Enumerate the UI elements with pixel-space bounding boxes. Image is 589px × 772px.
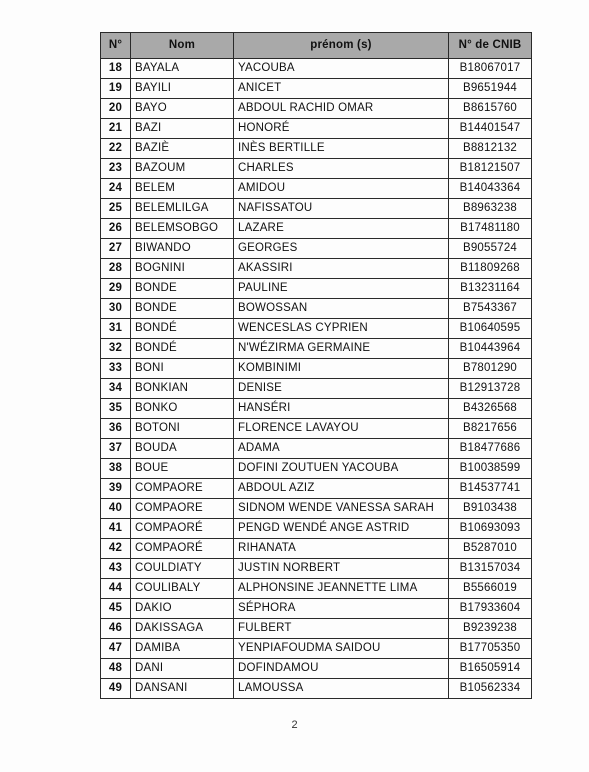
first-names-cell: KOMBINIMI bbox=[234, 359, 449, 379]
row-number-cell: 25 bbox=[101, 199, 131, 219]
first-names-cell: RIHANATA bbox=[234, 539, 449, 559]
table-row bbox=[101, 119, 532, 139]
row-number-cell: 45 bbox=[101, 599, 131, 619]
last-name-cell: BIWANDO bbox=[131, 239, 234, 259]
cnib-number-cell: B11809268 bbox=[449, 259, 532, 279]
last-name-cell: COMPAORE bbox=[131, 479, 234, 499]
last-name-cell: BONI bbox=[131, 359, 234, 379]
row-number-cell: 30 bbox=[101, 299, 131, 319]
first-names-cell: ANICET bbox=[234, 79, 449, 99]
cnib-roster-table bbox=[100, 32, 532, 699]
cnib-number-cell: B13231164 bbox=[449, 279, 532, 299]
last-name-cell: BAYALA bbox=[131, 59, 234, 79]
cnib-number-cell: B18121507 bbox=[449, 159, 532, 179]
last-name-cell: BONDE bbox=[131, 279, 234, 299]
table-row bbox=[101, 379, 532, 399]
last-name-cell: DAKIO bbox=[131, 599, 234, 619]
cnib-number-cell: B18067017 bbox=[449, 59, 532, 79]
last-name-cell: COULDIATY bbox=[131, 559, 234, 579]
table-row bbox=[101, 299, 532, 319]
table-row bbox=[101, 259, 532, 279]
last-name-cell: DANI bbox=[131, 659, 234, 679]
row-number-cell: 24 bbox=[101, 179, 131, 199]
first-names-cell: PENGD WENDÉ ANGE ASTRID bbox=[234, 519, 449, 539]
row-number-cell: 38 bbox=[101, 459, 131, 479]
row-number-cell: 18 bbox=[101, 59, 131, 79]
table-row bbox=[101, 159, 532, 179]
first-names-cell: ABDOUL AZIZ bbox=[234, 479, 449, 499]
table-row bbox=[101, 79, 532, 99]
cnib-number-cell: B14537741 bbox=[449, 479, 532, 499]
row-number-cell: 29 bbox=[101, 279, 131, 299]
cnib-number-cell: B10038599 bbox=[449, 459, 532, 479]
first-names-cell: SÉPHORA bbox=[234, 599, 449, 619]
cnib-number-cell: B8615760 bbox=[449, 99, 532, 119]
row-number-cell: 33 bbox=[101, 359, 131, 379]
last-name-cell: BONDÉ bbox=[131, 339, 234, 359]
table-row bbox=[101, 499, 532, 519]
row-number-cell: 49 bbox=[101, 679, 131, 699]
last-name-cell: COULIBALY bbox=[131, 579, 234, 599]
cnib-number-cell: B9055724 bbox=[449, 239, 532, 259]
table-row bbox=[101, 339, 532, 359]
cnib-number-cell: B5566019 bbox=[449, 579, 532, 599]
first-names-cell: DOFINI ZOUTUEN YACOUBA bbox=[234, 459, 449, 479]
table-row bbox=[101, 419, 532, 439]
row-number-cell: 19 bbox=[101, 79, 131, 99]
last-name-cell: BONDÉ bbox=[131, 319, 234, 339]
cnib-number-cell: B13157034 bbox=[449, 559, 532, 579]
first-names-cell: N'WÉZIRMA GERMAINE bbox=[234, 339, 449, 359]
table-row bbox=[101, 579, 532, 599]
table-row bbox=[101, 639, 532, 659]
row-number-cell: 48 bbox=[101, 659, 131, 679]
first-names-cell: JUSTIN NORBERT bbox=[234, 559, 449, 579]
cnib-number-cell: B17481180 bbox=[449, 219, 532, 239]
first-names-cell: WENCESLAS CYPRIEN bbox=[234, 319, 449, 339]
first-names-cell: LAMOUSSA bbox=[234, 679, 449, 699]
row-number-cell: 39 bbox=[101, 479, 131, 499]
table-header bbox=[101, 33, 532, 59]
row-number-cell: 32 bbox=[101, 339, 131, 359]
cnib-number-cell: B14401547 bbox=[449, 119, 532, 139]
row-number-cell: 36 bbox=[101, 419, 131, 439]
row-number-cell: 27 bbox=[101, 239, 131, 259]
row-number-cell: 46 bbox=[101, 619, 131, 639]
first-names-cell: AKASSIRI bbox=[234, 259, 449, 279]
last-name-cell: BONKIAN bbox=[131, 379, 234, 399]
table-row bbox=[101, 519, 532, 539]
table-row bbox=[101, 59, 532, 79]
table-row bbox=[101, 459, 532, 479]
cnib-number-cell: B10562334 bbox=[449, 679, 532, 699]
cnib-number-cell: B9103438 bbox=[449, 499, 532, 519]
table-row bbox=[101, 679, 532, 699]
cnib-number-cell: B18477686 bbox=[449, 439, 532, 459]
first-names-cell: CHARLES bbox=[234, 159, 449, 179]
cnib-number-cell: B10640595 bbox=[449, 319, 532, 339]
table-row bbox=[101, 99, 532, 119]
table-row bbox=[101, 399, 532, 419]
table-row bbox=[101, 439, 532, 459]
first-names-cell: LAZARE bbox=[234, 219, 449, 239]
table-row bbox=[101, 659, 532, 679]
last-name-cell: DAMIBA bbox=[131, 639, 234, 659]
last-name-cell: BOUE bbox=[131, 459, 234, 479]
cnib-number-cell: B8812132 bbox=[449, 139, 532, 159]
first-names-cell: HONORÉ bbox=[234, 119, 449, 139]
first-names-cell: ALPHONSINE JEANNETTE LIMA bbox=[234, 579, 449, 599]
first-names-cell: SIDNOM WENDE VANESSA SARAH bbox=[234, 499, 449, 519]
row-number-cell: 23 bbox=[101, 159, 131, 179]
first-names-cell: YENPIAFOUDMA SAIDOU bbox=[234, 639, 449, 659]
last-name-cell: DANSANI bbox=[131, 679, 234, 699]
header-cnib: N° de CNIB bbox=[449, 33, 532, 59]
table-row bbox=[101, 319, 532, 339]
cnib-number-cell: B12913728 bbox=[449, 379, 532, 399]
row-number-cell: 47 bbox=[101, 639, 131, 659]
cnib-number-cell: B9651944 bbox=[449, 79, 532, 99]
last-name-cell: BAYILI bbox=[131, 79, 234, 99]
first-names-cell: HANSÉRI bbox=[234, 399, 449, 419]
last-name-cell: BELEMLILGA bbox=[131, 199, 234, 219]
cnib-number-cell: B7543367 bbox=[449, 299, 532, 319]
table-row bbox=[101, 359, 532, 379]
table-row bbox=[101, 539, 532, 559]
row-number-cell: 21 bbox=[101, 119, 131, 139]
last-name-cell: COMPAORÉ bbox=[131, 539, 234, 559]
table-row bbox=[101, 619, 532, 639]
row-number-cell: 26 bbox=[101, 219, 131, 239]
cnib-number-cell: B5287010 bbox=[449, 539, 532, 559]
first-names-cell: PAULINE bbox=[234, 279, 449, 299]
last-name-cell: BAZIÈ bbox=[131, 139, 234, 159]
last-name-cell: BELEMSOBGO bbox=[131, 219, 234, 239]
row-number-cell: 35 bbox=[101, 399, 131, 419]
table-row bbox=[101, 599, 532, 619]
last-name-cell: BOGNINI bbox=[131, 259, 234, 279]
table-row bbox=[101, 239, 532, 259]
row-number-cell: 42 bbox=[101, 539, 131, 559]
last-name-cell: BELEM bbox=[131, 179, 234, 199]
last-name-cell: BAZI bbox=[131, 119, 234, 139]
table-row bbox=[101, 139, 532, 159]
last-name-cell: BAZOUM bbox=[131, 159, 234, 179]
first-names-cell: GEORGES bbox=[234, 239, 449, 259]
first-names-cell: NAFISSATOU bbox=[234, 199, 449, 219]
table-row bbox=[101, 279, 532, 299]
row-number-cell: 20 bbox=[101, 99, 131, 119]
cnib-number-cell: B10693093 bbox=[449, 519, 532, 539]
cnib-number-cell: B16505914 bbox=[449, 659, 532, 679]
table-row bbox=[101, 219, 532, 239]
last-name-cell: DAKISSAGA bbox=[131, 619, 234, 639]
cnib-number-cell: B10443964 bbox=[449, 339, 532, 359]
header-num: N° bbox=[101, 33, 131, 59]
page-number: 2 bbox=[291, 719, 298, 731]
first-names-cell: BOWOSSAN bbox=[234, 299, 449, 319]
row-number-cell: 22 bbox=[101, 139, 131, 159]
row-number-cell: 34 bbox=[101, 379, 131, 399]
header-nom: Nom bbox=[131, 33, 234, 59]
first-names-cell: DENISE bbox=[234, 379, 449, 399]
cnib-number-cell: B7801290 bbox=[449, 359, 532, 379]
table-row bbox=[101, 559, 532, 579]
table-row bbox=[101, 179, 532, 199]
row-number-cell: 44 bbox=[101, 579, 131, 599]
row-number-cell: 41 bbox=[101, 519, 131, 539]
first-names-cell: ABDOUL RACHID OMAR bbox=[234, 99, 449, 119]
row-number-cell: 37 bbox=[101, 439, 131, 459]
row-number-cell: 40 bbox=[101, 499, 131, 519]
first-names-cell: FLORENCE LAVAYOU bbox=[234, 419, 449, 439]
cnib-number-cell: B14043364 bbox=[449, 179, 532, 199]
cnib-number-cell: B4326568 bbox=[449, 399, 532, 419]
cnib-number-cell: B8963238 bbox=[449, 199, 532, 219]
cnib-number-cell: B17933604 bbox=[449, 599, 532, 619]
first-names-cell: FULBERT bbox=[234, 619, 449, 639]
last-name-cell: BONDE bbox=[131, 299, 234, 319]
first-names-cell: INÈS BERTILLE bbox=[234, 139, 449, 159]
table-row bbox=[101, 479, 532, 499]
last-name-cell: COMPAORÉ bbox=[131, 519, 234, 539]
first-names-cell: DOFINDAMOU bbox=[234, 659, 449, 679]
cnib-number-cell: B8217656 bbox=[449, 419, 532, 439]
row-number-cell: 31 bbox=[101, 319, 131, 339]
last-name-cell: BONKO bbox=[131, 399, 234, 419]
table-body bbox=[101, 59, 532, 699]
row-number-cell: 28 bbox=[101, 259, 131, 279]
cnib-number-cell: B9239238 bbox=[449, 619, 532, 639]
table-row bbox=[101, 199, 532, 219]
header-prenom: prénom (s) bbox=[234, 33, 449, 59]
cnib-number-cell: B17705350 bbox=[449, 639, 532, 659]
first-names-cell: ADAMA bbox=[234, 439, 449, 459]
last-name-cell: BAYO bbox=[131, 99, 234, 119]
first-names-cell: AMIDOU bbox=[234, 179, 449, 199]
first-names-cell: YACOUBA bbox=[234, 59, 449, 79]
last-name-cell: BOTONI bbox=[131, 419, 234, 439]
last-name-cell: BOUDA bbox=[131, 439, 234, 459]
row-number-cell: 43 bbox=[101, 559, 131, 579]
header-row bbox=[101, 33, 532, 59]
last-name-cell: COMPAORE bbox=[131, 499, 234, 519]
